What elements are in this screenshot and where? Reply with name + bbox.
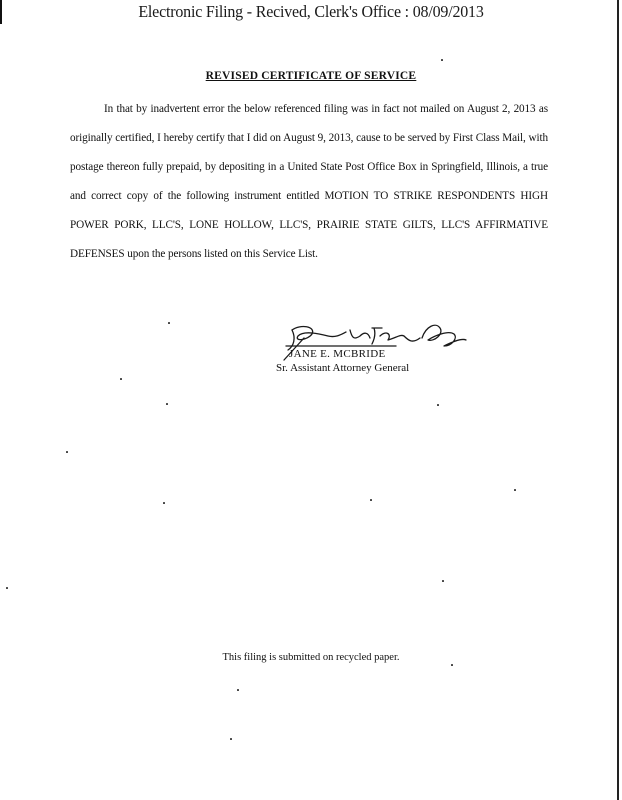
signer-name: JANE E. MCBRIDE — [289, 348, 386, 360]
scan-speck — [441, 59, 443, 61]
scan-speck — [6, 587, 8, 589]
scan-speck — [442, 580, 444, 582]
scan-edge-left — [0, 0, 2, 24]
scan-speck — [120, 378, 122, 380]
scan-speck — [514, 489, 516, 491]
signer-title: Sr. Assistant Attorney General — [276, 362, 410, 374]
scan-speck — [168, 322, 170, 324]
recycled-paper-note: This filing is submitted on recycled paper. — [222, 652, 400, 663]
scan-speck — [451, 664, 453, 666]
scan-speck — [230, 738, 232, 740]
document-title: REVISED CERTIFICATE OF SERVICE — [205, 70, 417, 82]
certificate-body: In that by inadvertent error the below referenced filing was in fact not mailed on August 2, 2013 as originally certified, I hereby certify that I did on August 9, 2013, cause to be served by First Class Mail, with postage thereon fully prepaid, by depositing in a United State Post Office Box in Springfield, Illinois, a true and correct copy of the following instrument entitled MOTION TO STRIKE RESPONDENTS HIGH POWER PORK, LLC'S, LONE HOLLOW, LLC'S, PRAIRIE STATE GILTS, LLC'S AFFIRMATIVE DEFENSES upon the persons listed on this Service List. — [70, 103, 548, 260]
scan-speck — [66, 451, 68, 453]
electronic-filing-stamp: Electronic Filing - Recived, Clerk's Office : 08/09/2013 — [138, 2, 484, 21]
scan-speck — [370, 499, 372, 501]
scan-speck — [163, 502, 165, 504]
scan-speck — [166, 403, 168, 405]
scan-speck — [437, 404, 439, 406]
scan-edge-right — [617, 0, 619, 800]
scan-speck — [237, 689, 239, 691]
